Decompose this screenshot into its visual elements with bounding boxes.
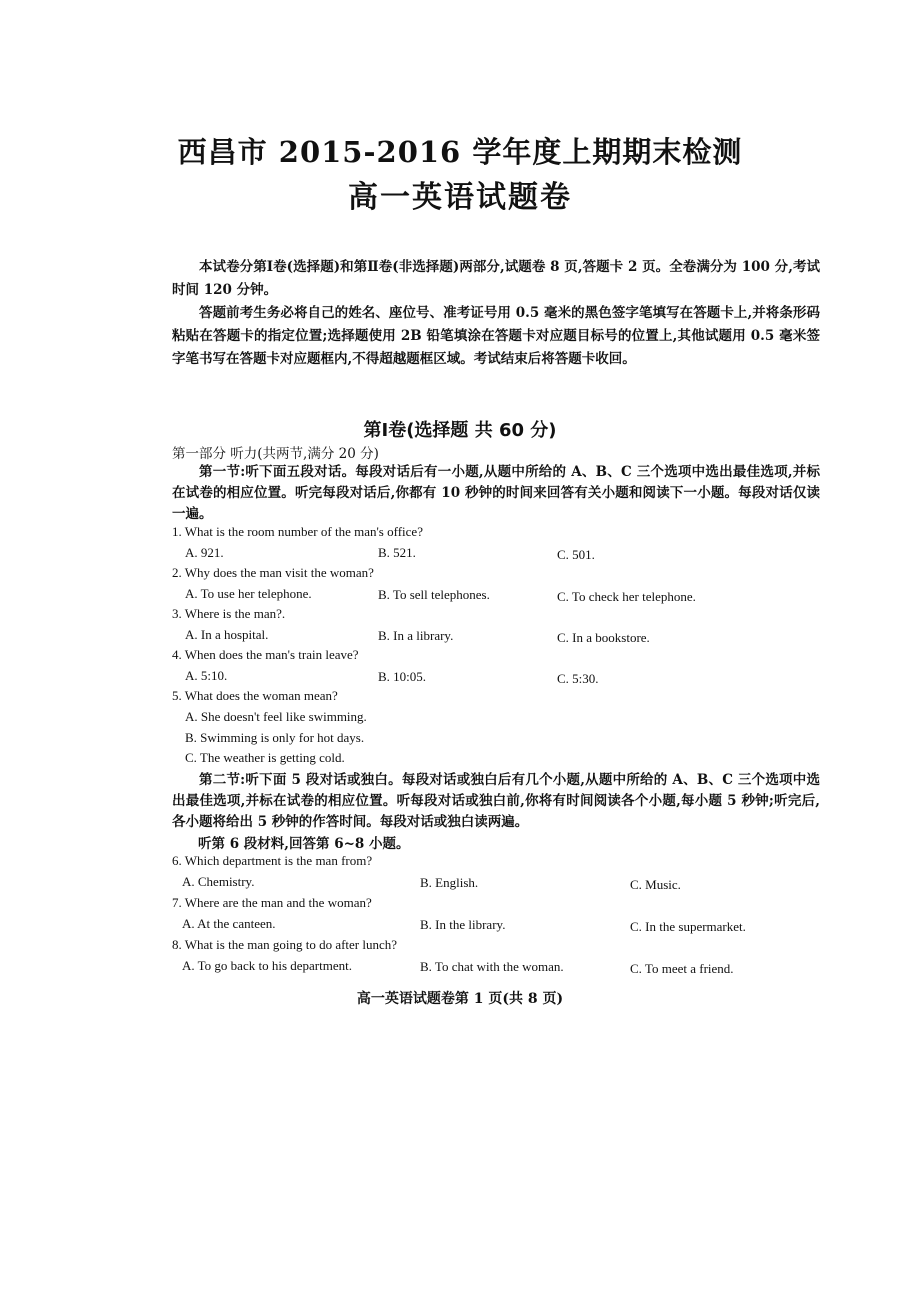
question-5-option-c: C. The weather is getting cold. [185, 750, 345, 765]
question-1: 1. What is the room number of the man's office? [172, 524, 423, 539]
question-7: 7. Where are the man and the woman? [172, 895, 372, 910]
question-6-option-c: C. Music. [630, 877, 681, 892]
part-1-title: 第一部分 听力(共两节,满分 20 分) [172, 446, 379, 462]
question-7-option-a: A. At the canteen. [182, 916, 276, 931]
question-5-option-b: B. Swimming is only for hot days. [185, 730, 365, 745]
question-6-option-a: A. Chemistry. [182, 874, 255, 889]
question-2-option-c: C. To check her telephone. [557, 589, 696, 604]
section-1-instructions: 第一节:听下面五段对话。每段对话后有一小题,从题中所给的 A、B、C 三个选项中选出最佳选项,并标在试卷的相应位置。听完每段对话后,你都有 10 秒钟的时间来回答有关小题和阅读下一小题。每段对话仅读一遍。 [172, 464, 820, 522]
question-8-option-a: A. To go back to his department. [182, 958, 352, 973]
question-3-option-a: A. In a hospital. [185, 627, 269, 642]
question-5-option-a: A. She doesn't feel like swimming. [185, 709, 367, 724]
question-8-option-b: B. To chat with the woman. [420, 959, 564, 974]
question-2-option-b: B. To sell telephones. [378, 587, 490, 602]
question-4-option-a: A. 5:10. [185, 668, 228, 683]
exam-title-line1: 西昌市 2015-2016 学年度上期期末检测 [177, 135, 743, 169]
question-8: 8. What is the man going to do after lunch? [172, 937, 398, 952]
section-2-instructions: 第二节:听下面 5 段对话或独白。每段对话或独白后有几个小题,从题中所给的 A、B、C 三个选项中选出最佳选项,并标在试卷的相应位置。听每段对话或独白前,你将有时间阅读各个小题,每小题 5 秒钟;听完后,各小题将给出 5 秒钟的作答时间。每段对话或独白读两遍。 [172, 772, 820, 830]
question-1-option-a: A. 921. [185, 545, 224, 560]
question-5: 5. What does the woman mean? [172, 688, 338, 703]
question-4-option-b: B. 10:05. [378, 669, 427, 684]
material-6-instruction: 听第 6 段材料,回答第 6~8 小题。 [198, 836, 410, 852]
question-3-option-c: C. In a bookstore. [557, 630, 650, 645]
question-2: 2. Why does the man visit the woman? [172, 565, 374, 580]
question-7-option-c: C. In the supermarket. [630, 919, 746, 934]
instructions-paragraph-2: 答题前考生务必将自己的姓名、座位号、准考证号用 0.5 毫米的黑色签字笔填写在答题卡上,并将条形码粘贴在答题卡的指定位置;选择题使用 2B 铅笔填涂在答题卡对应题目标号的位置上,其他试题用 0.5 毫米签字笔书写在答题卡对应题框内,不得超越题框区域。考试结束后将答题卡收回。 [172, 305, 820, 367]
section-1-title: 第Ⅰ卷(选择题 共 60 分) [363, 420, 557, 441]
question-2-option-a: A. To use her telephone. [185, 586, 312, 601]
question-6: 6. Which department is the man from? [172, 853, 373, 868]
question-3-option-b: B. In a library. [378, 628, 454, 643]
question-3: 3. Where is the man?. [172, 606, 286, 621]
exam-instructions [172, 256, 820, 371]
question-7-option-b: B. In the library. [420, 917, 506, 932]
question-6-option-b: B. English. [420, 875, 479, 890]
question-8-option-c: C. To meet a friend. [630, 961, 734, 976]
question-4: 4. When does the man's train leave? [172, 647, 359, 662]
exam-title-line2: 高一英语试题卷 [348, 180, 572, 215]
question-1-option-c: C. 501. [557, 547, 595, 562]
page-footer: 高一英语试题卷第 1 页(共 8 页) [356, 991, 564, 1007]
instructions-paragraph-1: 本试卷分第Ⅰ卷(选择题)和第Ⅱ卷(非选择题)两部分,试题卷 8 页,答题卡 2 页。全卷满分为 100 分,考试时间 120 分钟。 [172, 259, 820, 298]
question-1-option-b: B. 521. [378, 545, 416, 560]
question-4-option-c: C. 5:30. [557, 671, 599, 686]
